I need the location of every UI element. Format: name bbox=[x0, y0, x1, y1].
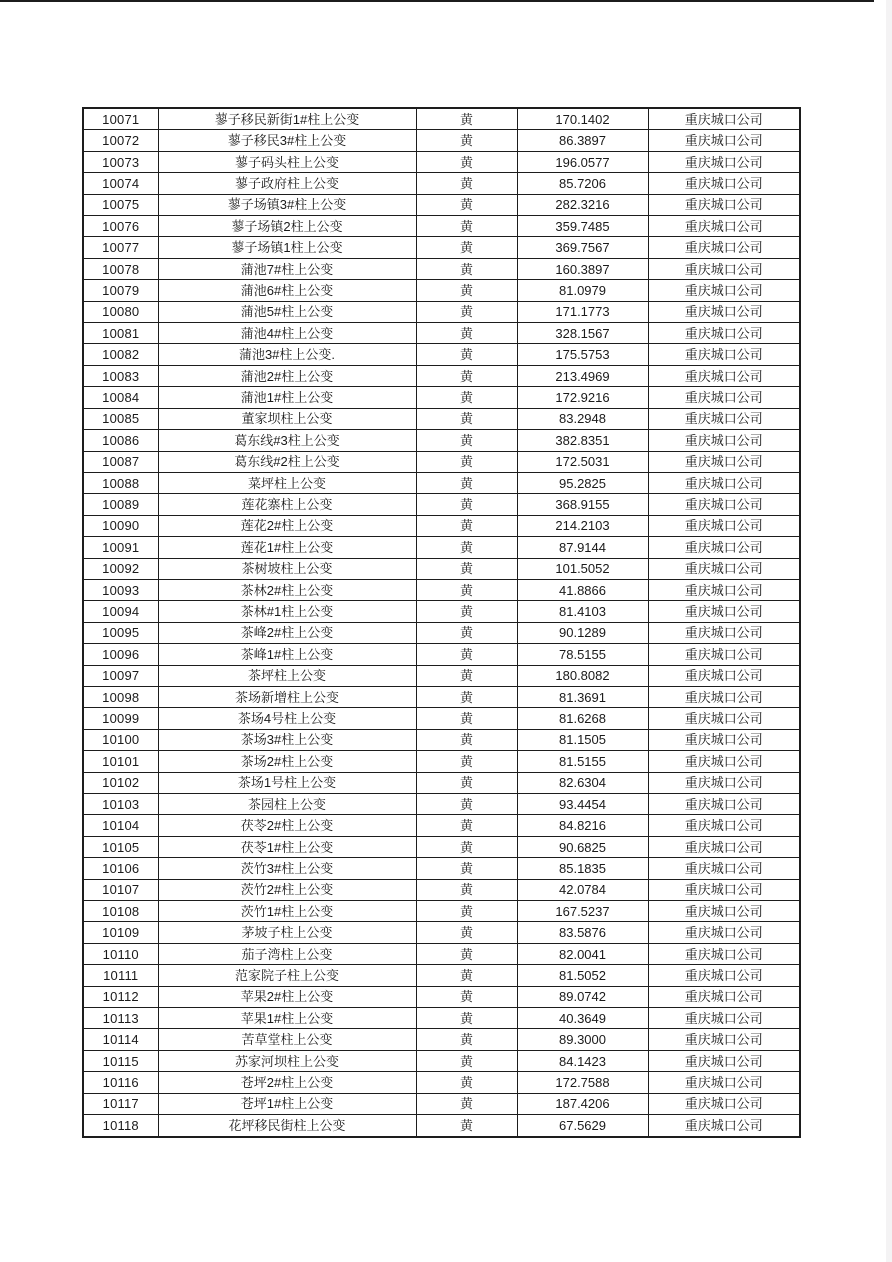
table-row bbox=[83, 515, 800, 536]
cell-transformer-name: 蓼子场镇2柱上公变 bbox=[158, 216, 416, 237]
cell-flag: 黄 bbox=[416, 301, 517, 322]
table-row bbox=[83, 280, 800, 301]
table-row bbox=[83, 751, 800, 772]
cell-company: 重庆城口公司 bbox=[648, 1115, 800, 1137]
cell-transformer-name: 茶场3#柱上公变 bbox=[158, 729, 416, 750]
cell-transformer-name: 茶峰1#柱上公变 bbox=[158, 644, 416, 665]
cell-flag: 黄 bbox=[416, 922, 517, 943]
cell-value: 160.3897 bbox=[517, 258, 648, 279]
scan-edge-artifact-right bbox=[886, 0, 892, 1262]
table-row bbox=[83, 836, 800, 857]
cell-flag: 黄 bbox=[416, 344, 517, 365]
table-row bbox=[83, 686, 800, 707]
cell-id: 10097 bbox=[83, 665, 158, 686]
cell-flag: 黄 bbox=[416, 1029, 517, 1050]
cell-id: 10091 bbox=[83, 537, 158, 558]
table-row bbox=[83, 579, 800, 600]
cell-company: 重庆城口公司 bbox=[648, 558, 800, 579]
table-row bbox=[83, 558, 800, 579]
table-row bbox=[83, 323, 800, 344]
table-row bbox=[83, 644, 800, 665]
cell-id: 10103 bbox=[83, 794, 158, 815]
table-row bbox=[83, 858, 800, 879]
table-row bbox=[83, 708, 800, 729]
cell-transformer-name: 蓼子场镇3#柱上公变 bbox=[158, 194, 416, 215]
table-row bbox=[83, 986, 800, 1007]
cell-value: 175.5753 bbox=[517, 344, 648, 365]
cell-value: 90.6825 bbox=[517, 836, 648, 857]
cell-transformer-name: 茶场1号柱上公变 bbox=[158, 772, 416, 793]
cell-flag: 黄 bbox=[416, 537, 517, 558]
table-row bbox=[83, 387, 800, 408]
table-row bbox=[83, 151, 800, 172]
cell-id: 10089 bbox=[83, 494, 158, 515]
cell-id: 10111 bbox=[83, 965, 158, 986]
cell-transformer-name: 蓼子场镇1柱上公变 bbox=[158, 237, 416, 258]
cell-company: 重庆城口公司 bbox=[648, 430, 800, 451]
table-row bbox=[83, 901, 800, 922]
cell-company: 重庆城口公司 bbox=[648, 794, 800, 815]
cell-id: 10073 bbox=[83, 151, 158, 172]
cell-flag: 黄 bbox=[416, 430, 517, 451]
cell-id: 10092 bbox=[83, 558, 158, 579]
cell-company: 重庆城口公司 bbox=[648, 1093, 800, 1114]
cell-value: 87.9144 bbox=[517, 537, 648, 558]
scan-edge-artifact bbox=[0, 0, 874, 2]
cell-id: 10118 bbox=[83, 1115, 158, 1137]
cell-flag: 黄 bbox=[416, 836, 517, 857]
cell-company: 重庆城口公司 bbox=[648, 258, 800, 279]
cell-company: 重庆城口公司 bbox=[648, 216, 800, 237]
cell-company: 重庆城口公司 bbox=[648, 579, 800, 600]
cell-value: 81.6268 bbox=[517, 708, 648, 729]
cell-flag: 黄 bbox=[416, 965, 517, 986]
cell-transformer-name: 茶园柱上公变 bbox=[158, 794, 416, 815]
cell-transformer-name: 葛东线#3柱上公变 bbox=[158, 430, 416, 451]
cell-id: 10090 bbox=[83, 515, 158, 536]
cell-company: 重庆城口公司 bbox=[648, 1072, 800, 1093]
cell-value: 167.5237 bbox=[517, 901, 648, 922]
cell-value: 172.5031 bbox=[517, 451, 648, 472]
table-row bbox=[83, 408, 800, 429]
cell-value: 86.3897 bbox=[517, 130, 648, 151]
cell-flag: 黄 bbox=[416, 494, 517, 515]
cell-value: 101.5052 bbox=[517, 558, 648, 579]
cell-value: 84.8216 bbox=[517, 815, 648, 836]
cell-id: 10109 bbox=[83, 922, 158, 943]
cell-id: 10075 bbox=[83, 194, 158, 215]
cell-flag: 黄 bbox=[416, 1115, 517, 1137]
cell-transformer-name: 茨竹1#柱上公变 bbox=[158, 901, 416, 922]
cell-company: 重庆城口公司 bbox=[648, 772, 800, 793]
cell-company: 重庆城口公司 bbox=[648, 237, 800, 258]
cell-id: 10088 bbox=[83, 472, 158, 493]
cell-id: 10086 bbox=[83, 430, 158, 451]
cell-value: 78.5155 bbox=[517, 644, 648, 665]
cell-value: 41.8866 bbox=[517, 579, 648, 600]
cell-value: 95.2825 bbox=[517, 472, 648, 493]
cell-value: 213.4969 bbox=[517, 365, 648, 386]
cell-transformer-name: 苏家河坝柱上公变 bbox=[158, 1050, 416, 1071]
cell-id: 10081 bbox=[83, 323, 158, 344]
cell-id: 10098 bbox=[83, 686, 158, 707]
cell-company: 重庆城口公司 bbox=[648, 943, 800, 964]
cell-company: 重庆城口公司 bbox=[648, 815, 800, 836]
cell-flag: 黄 bbox=[416, 729, 517, 750]
cell-company: 重庆城口公司 bbox=[648, 751, 800, 772]
cell-value: 40.3649 bbox=[517, 1008, 648, 1029]
cell-value: 214.2103 bbox=[517, 515, 648, 536]
table-row bbox=[83, 622, 800, 643]
table-row bbox=[83, 194, 800, 215]
cell-flag: 黄 bbox=[416, 665, 517, 686]
cell-value: 172.7588 bbox=[517, 1072, 648, 1093]
cell-flag: 黄 bbox=[416, 686, 517, 707]
cell-id: 10100 bbox=[83, 729, 158, 750]
table-row bbox=[83, 494, 800, 515]
table-row bbox=[83, 1029, 800, 1050]
cell-company: 重庆城口公司 bbox=[648, 537, 800, 558]
cell-value: 90.1289 bbox=[517, 622, 648, 643]
cell-transformer-name: 茶林#1柱上公变 bbox=[158, 601, 416, 622]
cell-flag: 黄 bbox=[416, 258, 517, 279]
cell-flag: 黄 bbox=[416, 151, 517, 172]
cell-value: 89.0742 bbox=[517, 986, 648, 1007]
table-row bbox=[83, 472, 800, 493]
cell-company: 重庆城口公司 bbox=[648, 515, 800, 536]
cell-flag: 黄 bbox=[416, 622, 517, 643]
cell-transformer-name: 蒲池2#柱上公变 bbox=[158, 365, 416, 386]
cell-id: 10101 bbox=[83, 751, 158, 772]
cell-id: 10079 bbox=[83, 280, 158, 301]
table-row bbox=[83, 1008, 800, 1029]
cell-company: 重庆城口公司 bbox=[648, 494, 800, 515]
transformer-table bbox=[82, 107, 801, 1138]
cell-company: 重庆城口公司 bbox=[648, 151, 800, 172]
cell-transformer-name: 茯苓2#柱上公变 bbox=[158, 815, 416, 836]
cell-transformer-name: 花坪移民街柱上公变 bbox=[158, 1115, 416, 1137]
cell-flag: 黄 bbox=[416, 1008, 517, 1029]
cell-value: 42.0784 bbox=[517, 879, 648, 900]
table-row bbox=[83, 601, 800, 622]
cell-value: 172.9216 bbox=[517, 387, 648, 408]
cell-flag: 黄 bbox=[416, 280, 517, 301]
cell-id: 10082 bbox=[83, 344, 158, 365]
cell-flag: 黄 bbox=[416, 515, 517, 536]
cell-flag: 黄 bbox=[416, 173, 517, 194]
cell-company: 重庆城口公司 bbox=[648, 644, 800, 665]
cell-company: 重庆城口公司 bbox=[648, 622, 800, 643]
cell-value: 85.7206 bbox=[517, 173, 648, 194]
cell-value: 81.4103 bbox=[517, 601, 648, 622]
cell-id: 10110 bbox=[83, 943, 158, 964]
cell-company: 重庆城口公司 bbox=[648, 1008, 800, 1029]
cell-id: 10115 bbox=[83, 1050, 158, 1071]
cell-id: 10112 bbox=[83, 986, 158, 1007]
cell-flag: 黄 bbox=[416, 986, 517, 1007]
cell-flag: 黄 bbox=[416, 323, 517, 344]
table-row bbox=[83, 237, 800, 258]
table-row bbox=[83, 815, 800, 836]
table-row bbox=[83, 130, 800, 151]
cell-id: 10106 bbox=[83, 858, 158, 879]
cell-value: 81.3691 bbox=[517, 686, 648, 707]
cell-flag: 黄 bbox=[416, 815, 517, 836]
cell-transformer-name: 葛东线#2柱上公变 bbox=[158, 451, 416, 472]
cell-company: 重庆城口公司 bbox=[648, 344, 800, 365]
cell-id: 10078 bbox=[83, 258, 158, 279]
cell-value: 171.1773 bbox=[517, 301, 648, 322]
cell-company: 重庆城口公司 bbox=[648, 1029, 800, 1050]
cell-flag: 黄 bbox=[416, 237, 517, 258]
cell-transformer-name: 茯苓1#柱上公变 bbox=[158, 836, 416, 857]
cell-transformer-name: 茶林2#柱上公变 bbox=[158, 579, 416, 600]
cell-value: 67.5629 bbox=[517, 1115, 648, 1137]
table-row bbox=[83, 879, 800, 900]
cell-id: 10087 bbox=[83, 451, 158, 472]
cell-company: 重庆城口公司 bbox=[648, 194, 800, 215]
cell-id: 10076 bbox=[83, 216, 158, 237]
cell-company: 重庆城口公司 bbox=[648, 1050, 800, 1071]
cell-flag: 黄 bbox=[416, 130, 517, 151]
table-row bbox=[83, 794, 800, 815]
cell-value: 359.7485 bbox=[517, 216, 648, 237]
cell-flag: 黄 bbox=[416, 558, 517, 579]
cell-transformer-name: 茶场2#柱上公变 bbox=[158, 751, 416, 772]
cell-transformer-name: 菜坪柱上公变 bbox=[158, 472, 416, 493]
cell-company: 重庆城口公司 bbox=[648, 665, 800, 686]
cell-flag: 黄 bbox=[416, 794, 517, 815]
cell-company: 重庆城口公司 bbox=[648, 922, 800, 943]
cell-value: 282.3216 bbox=[517, 194, 648, 215]
cell-company: 重庆城口公司 bbox=[648, 879, 800, 900]
cell-flag: 黄 bbox=[416, 879, 517, 900]
cell-transformer-name: 蒲池1#柱上公变 bbox=[158, 387, 416, 408]
cell-flag: 黄 bbox=[416, 451, 517, 472]
cell-flag: 黄 bbox=[416, 108, 517, 130]
table-row bbox=[83, 173, 800, 194]
cell-transformer-name: 苹果1#柱上公变 bbox=[158, 1008, 416, 1029]
cell-company: 重庆城口公司 bbox=[648, 173, 800, 194]
cell-company: 重庆城口公司 bbox=[648, 365, 800, 386]
cell-flag: 黄 bbox=[416, 858, 517, 879]
cell-transformer-name: 范家院子柱上公变 bbox=[158, 965, 416, 986]
cell-value: 328.1567 bbox=[517, 323, 648, 344]
cell-id: 10107 bbox=[83, 879, 158, 900]
cell-id: 10077 bbox=[83, 237, 158, 258]
cell-value: 369.7567 bbox=[517, 237, 648, 258]
cell-company: 重庆城口公司 bbox=[648, 323, 800, 344]
cell-transformer-name: 蒲池5#柱上公变 bbox=[158, 301, 416, 322]
cell-transformer-name: 蓼子移民3#柱上公变 bbox=[158, 130, 416, 151]
cell-id: 10096 bbox=[83, 644, 158, 665]
cell-company: 重庆城口公司 bbox=[648, 280, 800, 301]
cell-id: 10117 bbox=[83, 1093, 158, 1114]
cell-id: 10093 bbox=[83, 579, 158, 600]
cell-transformer-name: 蒲池6#柱上公变 bbox=[158, 280, 416, 301]
cell-id: 10084 bbox=[83, 387, 158, 408]
cell-value: 83.2948 bbox=[517, 408, 648, 429]
cell-company: 重庆城口公司 bbox=[648, 686, 800, 707]
cell-id: 10099 bbox=[83, 708, 158, 729]
cell-value: 170.1402 bbox=[517, 108, 648, 130]
cell-company: 重庆城口公司 bbox=[648, 858, 800, 879]
cell-flag: 黄 bbox=[416, 751, 517, 772]
cell-transformer-name: 莲花1#柱上公变 bbox=[158, 537, 416, 558]
cell-value: 81.1505 bbox=[517, 729, 648, 750]
cell-company: 重庆城口公司 bbox=[648, 451, 800, 472]
cell-flag: 黄 bbox=[416, 772, 517, 793]
cell-value: 81.5052 bbox=[517, 965, 648, 986]
table-row bbox=[83, 1115, 800, 1137]
cell-company: 重庆城口公司 bbox=[648, 387, 800, 408]
cell-flag: 黄 bbox=[416, 387, 517, 408]
table-row bbox=[83, 943, 800, 964]
cell-transformer-name: 蓼子政府柱上公变 bbox=[158, 173, 416, 194]
cell-flag: 黄 bbox=[416, 472, 517, 493]
table-row bbox=[83, 430, 800, 451]
cell-value: 83.5876 bbox=[517, 922, 648, 943]
table-row bbox=[83, 1093, 800, 1114]
table-row bbox=[83, 365, 800, 386]
cell-company: 重庆城口公司 bbox=[648, 108, 800, 130]
cell-company: 重庆城口公司 bbox=[648, 965, 800, 986]
table-row bbox=[83, 772, 800, 793]
cell-id: 10083 bbox=[83, 365, 158, 386]
cell-company: 重庆城口公司 bbox=[648, 708, 800, 729]
table-row bbox=[83, 216, 800, 237]
cell-transformer-name: 苹果2#柱上公变 bbox=[158, 986, 416, 1007]
table-row bbox=[83, 965, 800, 986]
cell-value: 82.6304 bbox=[517, 772, 648, 793]
cell-transformer-name: 茨竹2#柱上公变 bbox=[158, 879, 416, 900]
cell-flag: 黄 bbox=[416, 1072, 517, 1093]
cell-transformer-name: 茨竹3#柱上公变 bbox=[158, 858, 416, 879]
cell-transformer-name: 茶场4号柱上公变 bbox=[158, 708, 416, 729]
cell-value: 187.4206 bbox=[517, 1093, 648, 1114]
table-row bbox=[83, 301, 800, 322]
cell-flag: 黄 bbox=[416, 365, 517, 386]
cell-id: 10114 bbox=[83, 1029, 158, 1050]
cell-flag: 黄 bbox=[416, 1050, 517, 1071]
table-row bbox=[83, 537, 800, 558]
cell-transformer-name: 蒲池7#柱上公变 bbox=[158, 258, 416, 279]
cell-transformer-name: 苍坪1#柱上公变 bbox=[158, 1093, 416, 1114]
cell-flag: 黄 bbox=[416, 943, 517, 964]
cell-company: 重庆城口公司 bbox=[648, 601, 800, 622]
cell-flag: 黄 bbox=[416, 216, 517, 237]
cell-flag: 黄 bbox=[416, 1093, 517, 1114]
cell-transformer-name: 董家坝柱上公变 bbox=[158, 408, 416, 429]
cell-transformer-name: 苦草堂柱上公变 bbox=[158, 1029, 416, 1050]
cell-flag: 黄 bbox=[416, 901, 517, 922]
cell-transformer-name: 苍坪2#柱上公变 bbox=[158, 1072, 416, 1093]
cell-id: 10085 bbox=[83, 408, 158, 429]
cell-company: 重庆城口公司 bbox=[648, 901, 800, 922]
cell-transformer-name: 茶峰2#柱上公变 bbox=[158, 622, 416, 643]
cell-company: 重庆城口公司 bbox=[648, 130, 800, 151]
table-row bbox=[83, 258, 800, 279]
cell-transformer-name: 蓼子码头柱上公变 bbox=[158, 151, 416, 172]
table-row bbox=[83, 451, 800, 472]
cell-transformer-name: 茅坡子柱上公变 bbox=[158, 922, 416, 943]
cell-value: 89.3000 bbox=[517, 1029, 648, 1050]
cell-flag: 黄 bbox=[416, 194, 517, 215]
cell-company: 重庆城口公司 bbox=[648, 408, 800, 429]
cell-company: 重庆城口公司 bbox=[648, 729, 800, 750]
table-row bbox=[83, 922, 800, 943]
cell-value: 81.0979 bbox=[517, 280, 648, 301]
cell-company: 重庆城口公司 bbox=[648, 986, 800, 1007]
table-row bbox=[83, 665, 800, 686]
cell-transformer-name: 莲花2#柱上公变 bbox=[158, 515, 416, 536]
table-row bbox=[83, 1072, 800, 1093]
cell-flag: 黄 bbox=[416, 601, 517, 622]
cell-flag: 黄 bbox=[416, 708, 517, 729]
cell-id: 10102 bbox=[83, 772, 158, 793]
cell-flag: 黄 bbox=[416, 644, 517, 665]
cell-id: 10080 bbox=[83, 301, 158, 322]
cell-id: 10108 bbox=[83, 901, 158, 922]
cell-id: 10105 bbox=[83, 836, 158, 857]
cell-value: 84.1423 bbox=[517, 1050, 648, 1071]
table-row bbox=[83, 344, 800, 365]
cell-flag: 黄 bbox=[416, 408, 517, 429]
cell-transformer-name: 茶树坡柱上公变 bbox=[158, 558, 416, 579]
cell-flag: 黄 bbox=[416, 579, 517, 600]
cell-id: 10071 bbox=[83, 108, 158, 130]
cell-company: 重庆城口公司 bbox=[648, 301, 800, 322]
cell-value: 196.0577 bbox=[517, 151, 648, 172]
table-row bbox=[83, 1050, 800, 1071]
table-row bbox=[83, 108, 800, 130]
cell-id: 10074 bbox=[83, 173, 158, 194]
cell-company: 重庆城口公司 bbox=[648, 836, 800, 857]
table-row bbox=[83, 729, 800, 750]
cell-transformer-name: 蓼子移民新街1#柱上公变 bbox=[158, 108, 416, 130]
cell-value: 82.0041 bbox=[517, 943, 648, 964]
cell-transformer-name: 蒲池4#柱上公变 bbox=[158, 323, 416, 344]
cell-value: 93.4454 bbox=[517, 794, 648, 815]
cell-transformer-name: 莲花寨柱上公变 bbox=[158, 494, 416, 515]
cell-id: 10072 bbox=[83, 130, 158, 151]
cell-transformer-name: 茄子湾柱上公变 bbox=[158, 943, 416, 964]
cell-transformer-name: 茶场新增柱上公变 bbox=[158, 686, 416, 707]
cell-company: 重庆城口公司 bbox=[648, 472, 800, 493]
cell-transformer-name: 茶坪柱上公变 bbox=[158, 665, 416, 686]
cell-id: 10095 bbox=[83, 622, 158, 643]
cell-id: 10113 bbox=[83, 1008, 158, 1029]
cell-id: 10094 bbox=[83, 601, 158, 622]
cell-value: 382.8351 bbox=[517, 430, 648, 451]
cell-transformer-name: 蒲池3#柱上公变. bbox=[158, 344, 416, 365]
cell-id: 10116 bbox=[83, 1072, 158, 1093]
cell-value: 368.9155 bbox=[517, 494, 648, 515]
transformer-table-body bbox=[83, 108, 800, 1137]
cell-id: 10104 bbox=[83, 815, 158, 836]
cell-value: 81.5155 bbox=[517, 751, 648, 772]
cell-value: 85.1835 bbox=[517, 858, 648, 879]
cell-value: 180.8082 bbox=[517, 665, 648, 686]
